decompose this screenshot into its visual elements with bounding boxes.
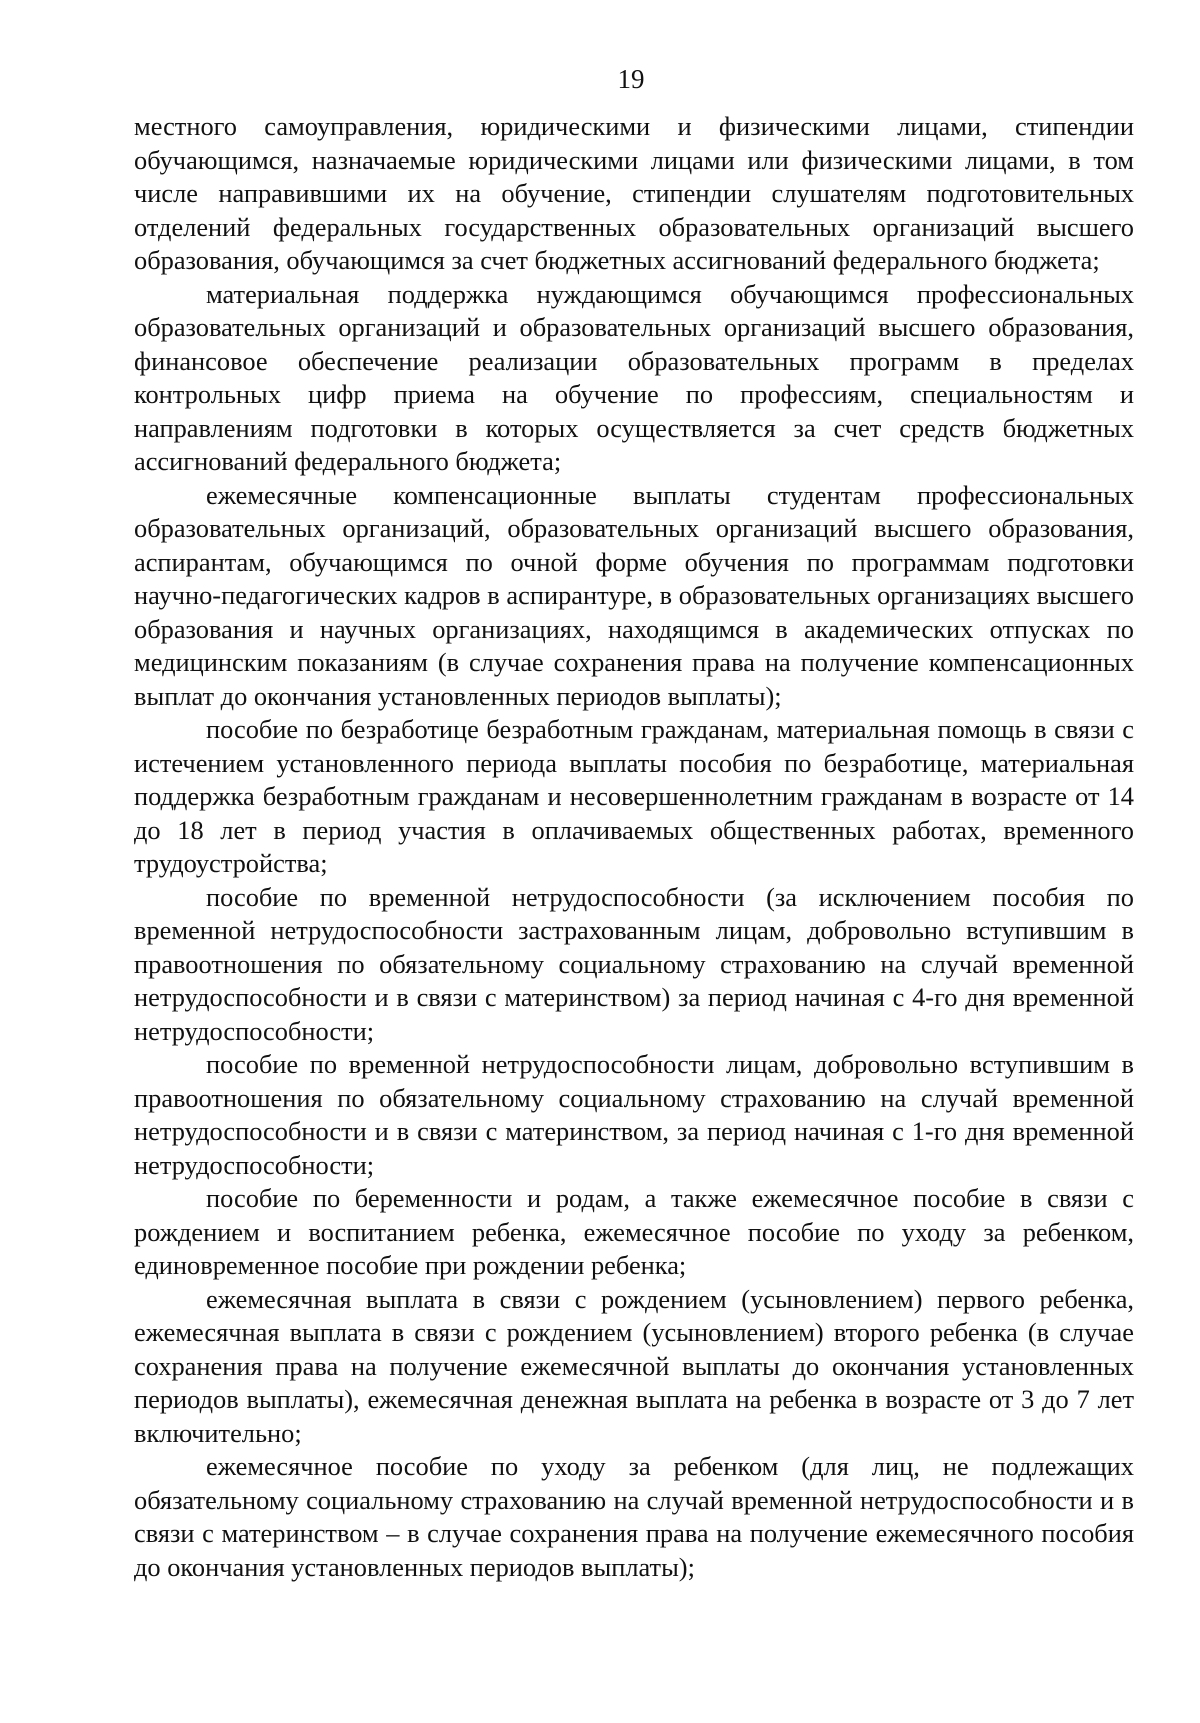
paragraph-4: пособие по безработице безработным гражданам, материальная помощь в связи с истечением установленного периода выплаты пособия по безработице, материальная поддержка безработным гражданам и несовершеннолетним гражданам в возрасте от 14 до 18 лет в период участия в оплачиваемых общественных работах, временного трудоустройства;	[134, 714, 1134, 878]
paragraph-1: местного самоуправления, юридическими и физическими лицами, стипендии обучающимся, назначаемые юридическими лицами или физическими лицами, в том числе направившими их на обучение, стипендии слушателям подготовительных отделений федеральных государственных образовательных организаций высшего образования, обучающимся за счет бюджетных ассигнований федерального бюджета;	[134, 111, 1134, 275]
paragraph-2: материальная поддержка нуждающимся обучающимся профессиональных образовательных организаций и образовательных организаций высшего образования, финансовое обеспечение реализации образовательных программ в пределах контрольных цифр приема на обучение по профессиям, специальностям и направлениям подготовки в которых осуществляется за счет средств бюджетных ассигнований федерального бюджета;	[134, 278, 1134, 476]
paragraph-6: пособие по временной нетрудоспособности лицам, добровольно вступившим в правоотношения по обязательному социальному страхованию на случай временной нетрудоспособности и в связи с материнством, за период начиная с 1-го дня временной нетрудоспособности;	[134, 1049, 1134, 1180]
paragraph-5: пособие по временной нетрудоспособности (за исключением пособия по временной нетрудоспособности застрахованным лицам, добровольно вступившим в правоотношения по обязательному социальному страхованию на случай временной нетрудоспособности и в связи с материнством) за период начиная с 4-го дня временной нетрудоспособности;	[134, 881, 1134, 1046]
paragraph-9: ежемесячное пособие по уходу за ребенком (для лиц, не подлежащих обязательному социальному страхованию на случай временной нетрудоспособности и в связи с материнством – в случае сохранения права на получение ежемесячного пособия до окончания установленных периодов выплаты);	[134, 1451, 1134, 1582]
page-number: 19	[617, 64, 645, 94]
paragraph-8: ежемесячная выплата в связи с рождением (усыновлением) первого ребенка, ежемесячная выплата в связи с рождением (усыновлением) второго ребенка (в случае сохранения права на получение ежемесячной выплаты до окончания установленных периодов выплаты), ежемесячная денежная выплата на ребенка в возрасте от 3 до 7 лет включительно;	[134, 1283, 1134, 1448]
paragraph-7: пособие по беременности и родам, а также ежемесячное пособие в связи с рождением и воспитанием ребенка, ежемесячное пособие по уходу за ребенком, единовременное пособие при рождении ребенка;	[134, 1183, 1134, 1280]
paragraph-3: ежемесячные компенсационные выплаты студентам профессиональных образовательных организаций, образовательных организаций высшего образования, аспирантам, обучающимся по очной форме обучения по программам подготовки научно-педагогических кадров в аспирантуре, в образовательных организациях высшего образования и научных организациях, находящимся в академических отпусках по медицинским показаниям (в случае сохранения права на получение компенсационных выплат до окончания установленных периодов выплаты);	[134, 479, 1134, 711]
document-body	[134, 110, 1134, 1584]
